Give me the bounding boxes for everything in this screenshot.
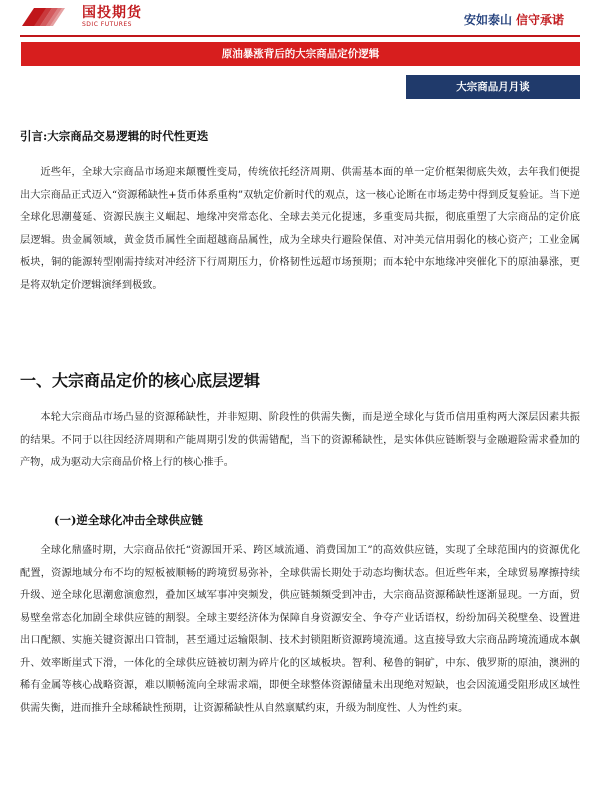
intro-paragraph: 近些年，全球大宗商品市场迎来颠覆性变局，传统依托经济周期、供需基本面的单一定价框架彻底失效，去年我们便提出大宗商品正式迈入“资源稀缺性+货币体系重构”双轨定价新时代的观点，这一核心论断在市场走势中得到反复验证。当下逆全球化思潮蔓延、资源民族主义崛起、地缘冲突常态化、全球去美元化提速，多重变局共振，彻底重塑了大宗商品的定价底层逻辑。贵金属领域，黄金货币属性全面超越商品属性，成为全球央行避险保值、对冲美元信用弱化的核心资产；工业金属板块，铜的能源转型刚需持续对冲经济下行周期压力，价格韧性远超市场预期；而本轮中东地缘冲突催化下的原油暴涨，更是将双轨定价逻辑演绎到极致。 [20, 167, 580, 291]
slogan [464, 11, 564, 28]
company-logo [20, 4, 142, 30]
logo-name: 国投期货 [82, 5, 142, 21]
subsection-paragraph: 全球化鼎盛时期，大宗商品依托“资源国开采、跨区域流通、消费国加工”的高效供应链，实现了全球范围内的资源优化配置，资源地域分布不均的短板被顺畅的跨境贸易弥补，全球供需长期处于动态均衡状态。但近些年来，全球贸易摩擦持续升级、逆全球化思潮愈演愈烈，叠加区域军事冲突频发，供应链频频受到冲击，大宗商品资源稀缺性逐渐显现。一方面，贸易壁垒常态化加剧全球供应链的割裂。全球主要经济体为保障自身资源安全、争夺产业话语权，纷纷加码关税壁垒、设置进出口配额、实施关键资源出口管制，甚至通过运输限制、技术封锁阻断资源跨境流通。这直接导致大宗商品跨境流通成本飙升、效率断崖式下滑，一体化的全球供应链被切割为碎片化的区域板块。智利、秘鲁的铜矿，中东、俄罗斯的原油，澳洲的稀有金属等核心战略资源，难以顺畅流向全球需求端，即便全球整体资源储量未出现绝对短缺，也会因流通受阻形成区域性供需失衡，进而推升全球稀缺性预期，让资源稀缺性从自然禀赋约束，升级为制度性、人为性约束。 [20, 545, 580, 714]
section-paragraph: 本轮大宗商品市场凸显的资源稀缺性，并非短期、阶段性的供需失衡，而是逆全球化与货币信用重构两大深层因素共振的结果。不同于以往因经济周期和产能周期引发的供需错配，当下的资源稀缺性，是实体供应链断裂与金融避险需求叠加的产物，成为驱动大宗商品价格上行的核心推手。 [20, 412, 580, 468]
intro-heading: 引言:大宗商品交易逻辑的时代性更迭 [20, 129, 209, 143]
logo-stripes-icon [20, 4, 76, 30]
section-heading: 一、大宗商品定价的核心底层逻辑 [20, 371, 261, 390]
page-header [0, 0, 600, 36]
column-tag: 大宗商品月月谈 [406, 75, 580, 99]
slogan-part-2: 信守承诺 [515, 13, 564, 27]
subsection-heading: (一)逆全球化冲击全球供应链 [54, 513, 203, 527]
slogan-part-1: 安如泰山 [463, 13, 512, 27]
header-divider [20, 35, 580, 37]
report-title-banner: 原油暴涨背后的大宗商品定价逻辑 [21, 42, 580, 66]
logo-name-en: SDIC FUTURES [82, 21, 132, 28]
